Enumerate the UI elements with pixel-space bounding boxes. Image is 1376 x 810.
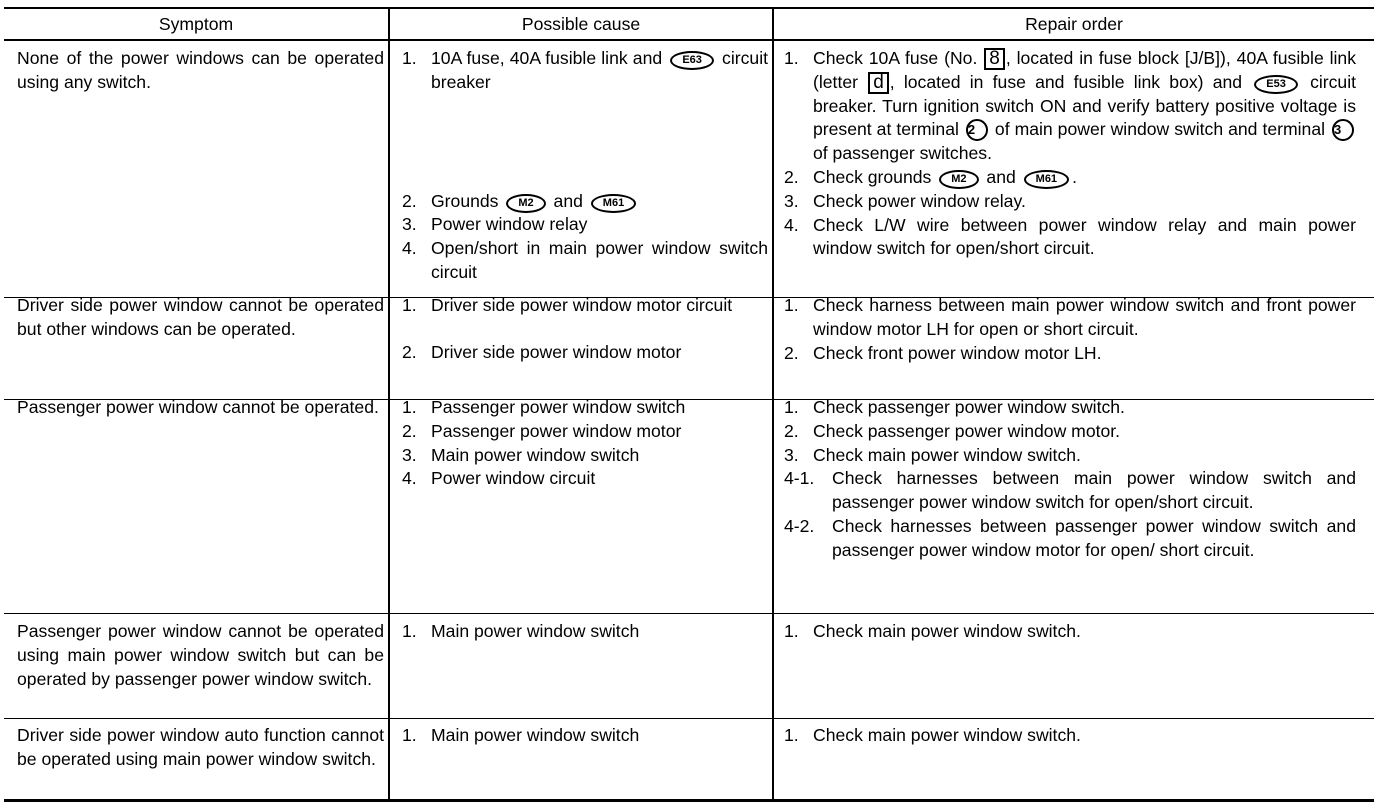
item-number: 1. xyxy=(402,725,417,745)
repair-item: 3. Check power window relay. xyxy=(784,190,1356,214)
repair-item: 2. Check grounds M2 and M61 . xyxy=(784,166,1356,190)
item-number: 3. xyxy=(784,190,799,211)
symptom-cell: Passenger power window cannot be operated. xyxy=(17,397,379,417)
header-rule xyxy=(4,39,1374,41)
item-number: 2. xyxy=(784,420,799,441)
cause-item: 1. Passenger power window switch xyxy=(402,396,768,420)
repair-cell xyxy=(784,47,1356,261)
item-number: 1. xyxy=(784,725,799,745)
item-number: 4. xyxy=(402,238,417,259)
column-rule xyxy=(388,7,390,802)
cause-item: 3. Main power window switch xyxy=(402,444,768,468)
repair-item: 2. Check passenger power window motor. xyxy=(784,420,1356,444)
fusible-link-letter-box: d xyxy=(868,72,889,94)
repair-item: 2. Check front power window motor LH. xyxy=(784,342,1356,366)
item-number: 3. xyxy=(402,444,417,465)
connector-marker: E53 xyxy=(1254,75,1298,94)
repair-item: 1. Check main power window switch. xyxy=(784,620,1356,644)
cause-cell xyxy=(402,47,768,285)
connector-marker: E63 xyxy=(670,51,714,70)
item-number: 1. xyxy=(402,48,417,68)
repair-item: 4. Check L/W wire between power window relay and main power window switch for open/short circuit. xyxy=(784,214,1356,259)
repair-item: 4-2. Check harnesses between passenger power window switch and passenger power window motor for open/ short circuit. xyxy=(784,515,1356,560)
cause-cell xyxy=(402,294,768,365)
item-number: 4-2. xyxy=(784,515,815,536)
cause-item: 1. Driver side power window motor circuit xyxy=(402,294,768,318)
repair-item: 1. Check harness between main power window switch and front power window motor LH for open or short circuit. xyxy=(784,295,1356,339)
repair-item: 4-1. Check harnesses between main power window switch and passenger power window switch for open/short circuit. xyxy=(784,468,1356,513)
item-number: 2. xyxy=(784,342,799,363)
item-number: 3. xyxy=(402,214,417,235)
row-rule xyxy=(4,613,1374,614)
item-number: 2. xyxy=(784,166,799,187)
item-number: 1. xyxy=(784,48,799,68)
item-number: 1. xyxy=(402,621,417,641)
symptom-cell: Passenger power window cannot be operated using main power window switch but can be operated by passenger power window switch. xyxy=(17,621,384,689)
ground-marker: M61 xyxy=(1024,170,1069,189)
item-number: 2. xyxy=(402,420,417,441)
item-number: 4. xyxy=(784,214,799,235)
cause-item: 1. Main power window switch xyxy=(402,724,768,748)
item-number: 4. xyxy=(402,468,417,489)
item-number: 1. xyxy=(402,397,417,417)
repair-cell xyxy=(784,620,1356,644)
cause-item: 2. Grounds M2 and M61 xyxy=(402,190,768,214)
row-rule xyxy=(4,718,1374,719)
terminal-number-circle: 3 xyxy=(1332,119,1354,141)
cause-cell xyxy=(402,620,768,644)
cause-item: 1. Main power window switch xyxy=(402,620,768,644)
header-possible-cause: Possible cause xyxy=(521,14,641,34)
symptom-cell: Driver side power window auto function cannot be operated using main power window switch. xyxy=(17,725,384,769)
ground-marker: M2 xyxy=(939,170,978,189)
header-repair-order: Repair order xyxy=(1025,14,1123,34)
ground-marker: M61 xyxy=(591,194,636,213)
item-number: 1. xyxy=(784,295,799,315)
repair-item: 1. Check passenger power window switch. xyxy=(784,396,1356,420)
repair-cell xyxy=(784,294,1356,365)
cause-item: 2. Driver side power window motor xyxy=(402,341,768,365)
cause-item: 2. Passenger power window motor xyxy=(402,420,768,444)
symptom-cell: Driver side power window cannot be operated but other windows can be operated. xyxy=(17,295,384,339)
repair-cell xyxy=(784,724,1356,748)
repair-cell xyxy=(784,396,1356,563)
header-symptom: Symptom xyxy=(158,14,234,34)
item-number: 2. xyxy=(402,190,417,211)
item-number: 1. xyxy=(784,397,799,417)
table-bottom-rule xyxy=(4,799,1374,802)
ground-marker: M2 xyxy=(506,194,545,213)
repair-item: 1. Check main power window switch. xyxy=(784,724,1356,748)
cause-item: 4. Open/short in main power window switch circuit xyxy=(402,238,768,282)
cause-item: 3. Power window relay xyxy=(402,213,768,237)
repair-item: 1. Check 10A fuse (No. 8 , located in fuse block [J/B]), 40A fusible link (letter d , located in fuse and fusible link box) and E53 circuit breaker. Turn ignition switch ON and verify battery positive voltage is present at terminal 2 of main power window switch and terminal 3 of passenger switches. xyxy=(784,48,1357,164)
terminal-number-circle: 2 xyxy=(966,119,988,141)
column-rule xyxy=(772,7,774,802)
troubleshooting-table xyxy=(4,7,1374,802)
item-number: 2. xyxy=(402,341,417,362)
cause-item: 4. Power window circuit xyxy=(402,467,768,491)
item-number: 3. xyxy=(784,444,799,465)
cause-cell xyxy=(402,396,768,491)
item-number: 4-1. xyxy=(784,468,815,489)
cause-cell xyxy=(402,724,768,748)
item-number: 1. xyxy=(402,295,417,315)
repair-item: 3. Check main power window switch. xyxy=(784,444,1356,468)
fuse-number-box: 8 xyxy=(984,48,1005,70)
table-top-rule xyxy=(4,7,1374,9)
symptom-cell: None of the power windows can be operated using any switch. xyxy=(17,48,384,92)
cause-item: 1. 10A fuse, 40A fusible link and E63 circuit breaker xyxy=(402,48,768,92)
item-number: 1. xyxy=(784,621,799,641)
